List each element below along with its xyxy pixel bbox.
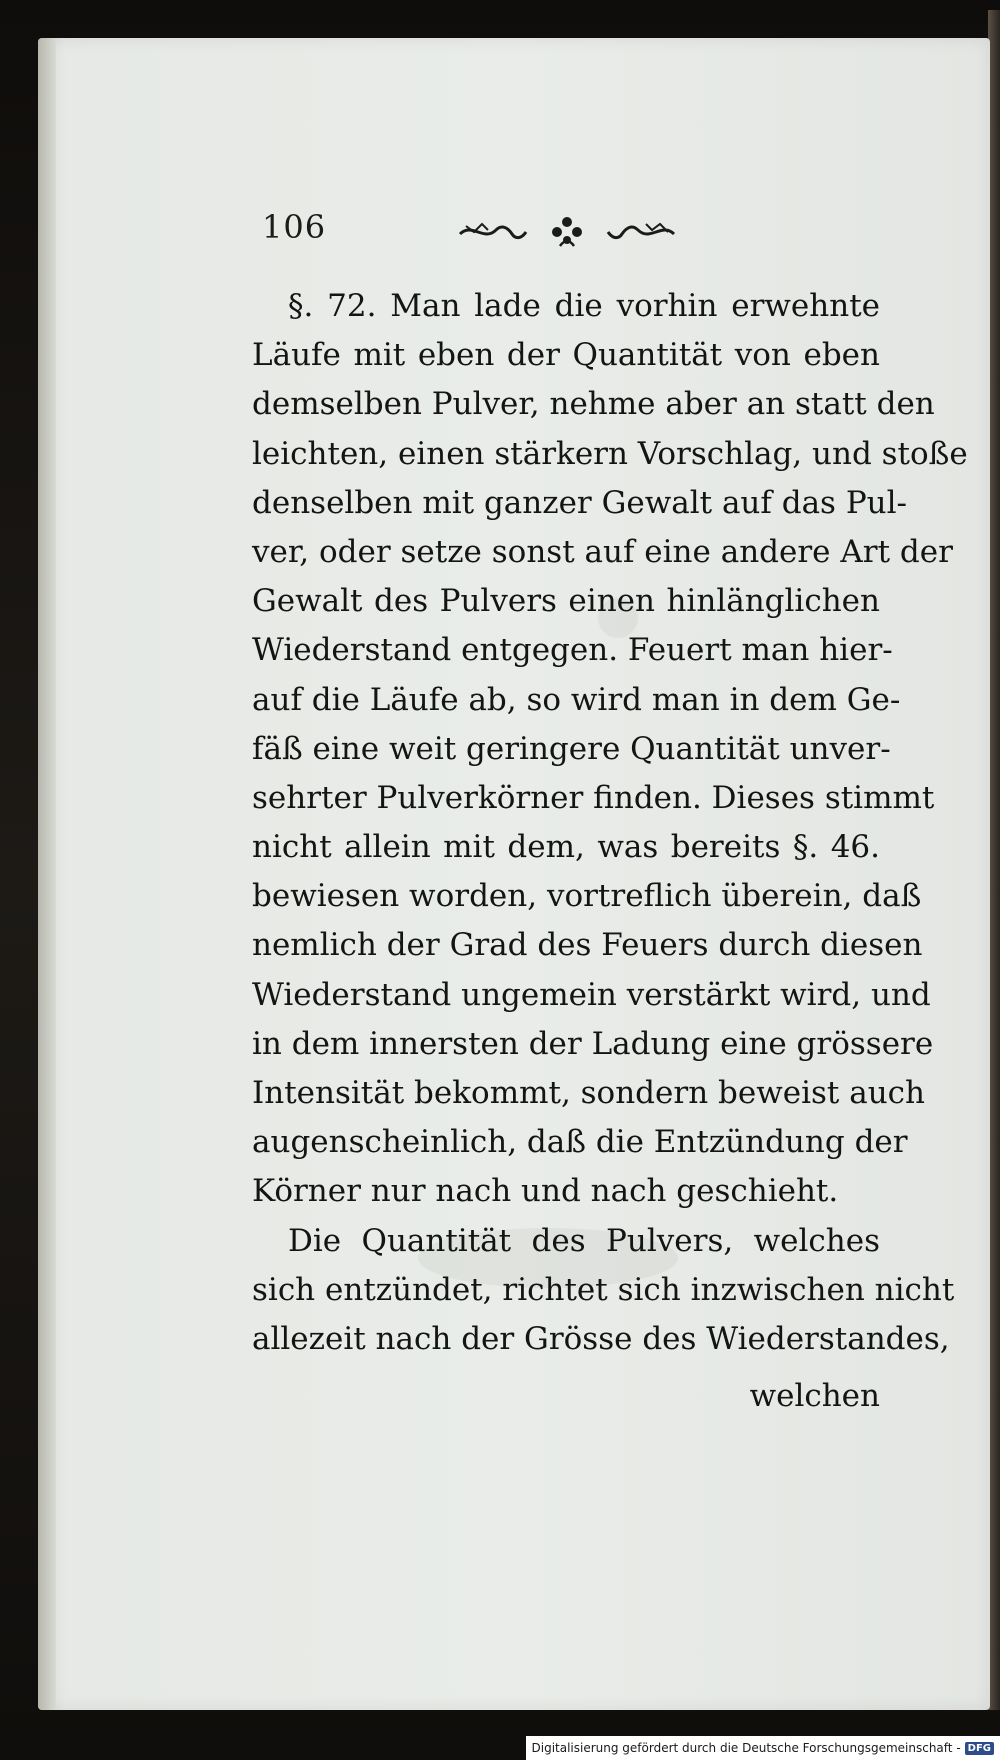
text-line: demselben Pulver, nehme aber an statt den [252, 386, 935, 423]
text-line: allezeit nach der Grösse des Wiederstandes, [252, 1320, 950, 1357]
credit-text: Digitalisierung gefördert durch die Deutsche Forschungsgemeinschaft - [531, 1741, 961, 1755]
page-number: 106 [262, 208, 327, 246]
text-line: Gewalt des Pulvers einen hinlänglichen [252, 583, 880, 620]
text-line: Körner nur nach und nach geschieht. [252, 1173, 839, 1210]
text-line: nicht allein mit dem, was bereits §. 46. [252, 829, 880, 866]
text-line: Die Quantität des Pulvers, welches [288, 1222, 880, 1259]
text-line: Intensität bekommt, sondern beweist auch [252, 1075, 925, 1111]
text-line: sich entzündet, richtet sich inzwischen nicht [252, 1271, 955, 1308]
catchword: welchen [749, 1378, 880, 1414]
text-line: leichten, einen stärkern Vorschlag, und stoße [252, 435, 968, 472]
text-line: Läufe mit eben der Quantität von eben [252, 337, 880, 374]
digitization-credit [526, 1736, 1000, 1760]
text-line: Wiederstand entgegen. Feuert man hier- [252, 632, 893, 669]
text-line: fäß eine weit geringere Quantität unver- [252, 730, 891, 767]
dfg-logo: DFG [965, 1742, 994, 1755]
fleuron-ornament-icon [452, 212, 682, 252]
text-line: Wiederstand ungemein verstärkt wird, und [252, 976, 931, 1013]
text-line: §. 72. Man lade die vorhin erwehnte [288, 288, 880, 324]
text-line: ver, oder setze sonst auf eine andere Art der [252, 533, 953, 570]
text-line: sehrter Pulverkörner finden. Dieses stimmt [252, 779, 935, 816]
body-text [252, 282, 968, 1364]
text-line: augenscheinlich, daß die Entzündung der [252, 1124, 908, 1161]
text-line: nemlich der Grad des Feuers durch diesen [252, 927, 923, 964]
page-gutter [38, 38, 56, 1710]
text-line: denselben mit ganzer Gewalt auf das Pul- [252, 484, 908, 521]
text-line: in dem innersten der Ladung eine grössere [252, 1025, 934, 1062]
text-line: auf die Läufe ab, so wird man in dem Ge- [252, 681, 901, 718]
page-header [262, 208, 902, 258]
text-line: bewiesen worden, vortreflich überein, daß [252, 878, 922, 915]
